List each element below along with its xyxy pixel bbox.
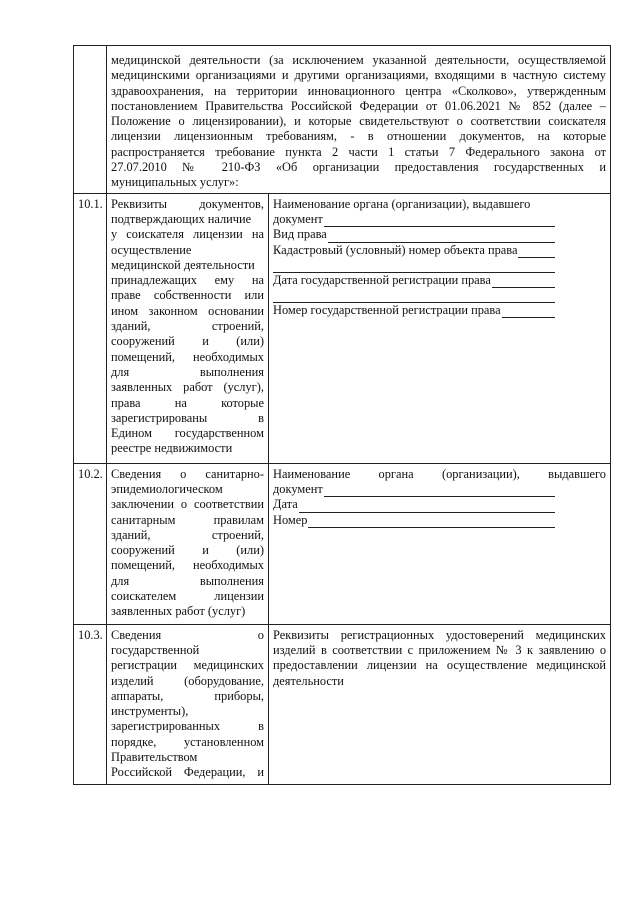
- reg-number-fill-line: [502, 306, 555, 318]
- label-line: аппараты, приборы,: [111, 688, 264, 703]
- label-line: принадлежащих ему на: [111, 273, 264, 288]
- intro-line: медицинской деятельности (за исключением указанной деятельности, осуществляемой: [111, 53, 607, 67]
- number-label: Номер: [273, 512, 308, 527]
- row-label: [107, 193, 269, 463]
- label-line: у соискателя лицензии на: [111, 227, 264, 242]
- number-field[interactable]: [273, 513, 555, 528]
- issuer-label-cont: документ: [273, 211, 323, 226]
- row-label: [107, 463, 269, 624]
- number-fill-line: [308, 516, 555, 528]
- issuer-field[interactable]: [273, 482, 555, 497]
- label-line: государственной: [111, 642, 200, 657]
- section-row-10-3: [74, 624, 611, 784]
- label-line: медицинской деятельности: [111, 257, 255, 272]
- issuer-fill-line: [324, 485, 555, 497]
- intro-number-cell: [74, 46, 107, 194]
- label-line: санитарным правилам: [111, 512, 264, 527]
- cadastral-extra-line[interactable]: [273, 258, 555, 273]
- label-line: Едином государственном: [111, 426, 264, 441]
- row-number: 10.1.: [74, 193, 107, 463]
- issuer-field[interactable]: [273, 212, 555, 227]
- label-line: реестре недвижимости: [111, 441, 233, 456]
- row-label: [107, 624, 269, 784]
- label-line: зданий, строений,: [111, 319, 264, 334]
- label-line: для выполнения: [111, 573, 264, 588]
- issuer-fill-line: [324, 215, 555, 227]
- reg-date-extra-line[interactable]: [273, 288, 555, 303]
- label-line: помещений, необходимых: [111, 349, 264, 364]
- label-line: Правительством: [111, 750, 198, 765]
- right-type-label: Вид права: [273, 227, 327, 242]
- date-field[interactable]: [273, 497, 555, 512]
- label-line: заявленных работ (услуг): [111, 604, 246, 619]
- section-row-10-1: [74, 193, 611, 463]
- label-line: зарегистрированных в: [111, 719, 264, 734]
- reg-date-fill-line: [492, 276, 555, 288]
- row-number: 10.2.: [74, 463, 107, 624]
- cadastral-fill-line: [518, 246, 555, 258]
- label-line: Сведения о: [111, 627, 264, 642]
- label-line: осуществление: [111, 242, 192, 257]
- intro-line: здравоохранения, на территории инновационного центра «Сколково», утвержденным: [111, 83, 607, 98]
- row-fields: [269, 463, 611, 624]
- intro-line: Положение о лицензировании), и которые свидетельствуют о соответствии соискателя: [111, 114, 607, 129]
- content-line: изделий в соответствии с приложением № 3 к заявлению о: [273, 642, 607, 657]
- date-label: Дата: [273, 497, 298, 512]
- label-line: заявленных работ (услуг),: [111, 380, 264, 395]
- label-line: зданий, строений,: [111, 527, 264, 542]
- right-type-fill-line: [328, 231, 555, 243]
- intro-row: [74, 46, 611, 194]
- label-line: зарегистрированы в: [111, 410, 264, 425]
- label-line: регистрации медицинских: [111, 658, 264, 673]
- content-line: Реквизиты регистрационных удостоверений медицинских: [273, 627, 607, 642]
- label-line: ином законном основании: [111, 303, 264, 318]
- intro-line: медицинскими организациями и другими организациями, входящими в частную систему: [111, 68, 607, 83]
- intro-line: распространяется требование пункта 2 части 1 статьи 7 Федерального закона от: [111, 144, 607, 159]
- label-line: подтверждающих наличие: [111, 211, 252, 226]
- section-row-10-2: [74, 463, 611, 624]
- form-table: [73, 45, 611, 785]
- intro-text: [107, 46, 611, 194]
- label-line: эпидемиологическом: [111, 481, 223, 496]
- cadastral-field[interactable]: [273, 243, 555, 258]
- row-number: 10.3.: [74, 624, 107, 784]
- label-line: права на которые: [111, 395, 264, 410]
- intro-line: 27.07.2010 № 210-ФЗ «Об организации предоставления государственных и: [111, 160, 607, 175]
- date-fill-line: [299, 501, 555, 513]
- label-line: инструменты),: [111, 704, 189, 719]
- label-line: для выполнения: [111, 364, 264, 379]
- reg-number-label: Номер государственной регистрации права: [273, 303, 501, 318]
- right-type-field[interactable]: [273, 227, 555, 242]
- label-line: порядке, установленном: [111, 734, 264, 749]
- content-line: деятельности: [273, 673, 344, 688]
- label-line: сооружений и (или): [111, 334, 264, 349]
- intro-line: постановлением Правительства Российской Федерации от 01.06.2021 № 852 (далее –: [111, 98, 607, 113]
- reg-date-label: Дата государственной регистрации права: [273, 272, 491, 287]
- intro-line: лицензии лицензионным требованиям, - в отношении документов, на которые: [111, 129, 607, 144]
- issuer-label: Наименование органа (организации), выдавшего: [273, 196, 531, 211]
- label-line: Российской Федерации, и: [111, 765, 264, 780]
- reg-date-field[interactable]: [273, 273, 555, 288]
- row-fields: [269, 193, 611, 463]
- reg-number-field[interactable]: [273, 303, 555, 318]
- issuer-label-cont: документ: [273, 481, 323, 496]
- label-line: изделий (оборудование,: [111, 673, 264, 688]
- issuer-label: Наименование органа (организации), выдавшего: [273, 466, 607, 481]
- label-line: Реквизиты документов,: [111, 196, 264, 211]
- label-line: сооружений и (или): [111, 543, 264, 558]
- content-line: предоставлении лицензии на осуществление медицинской: [273, 658, 607, 673]
- intro-line: муниципальных услуг»:: [111, 175, 239, 190]
- cadastral-label: Кадастровый (условный) номер объекта права: [273, 242, 518, 257]
- row-content: [269, 624, 611, 784]
- label-line: соискателем лицензии: [111, 589, 264, 604]
- label-line: помещений, необходимых: [111, 558, 264, 573]
- label-line: Сведения о санитарно-: [111, 466, 264, 481]
- label-line: заключении о соответствии: [111, 497, 264, 512]
- label-line: праве собственности или: [111, 288, 264, 303]
